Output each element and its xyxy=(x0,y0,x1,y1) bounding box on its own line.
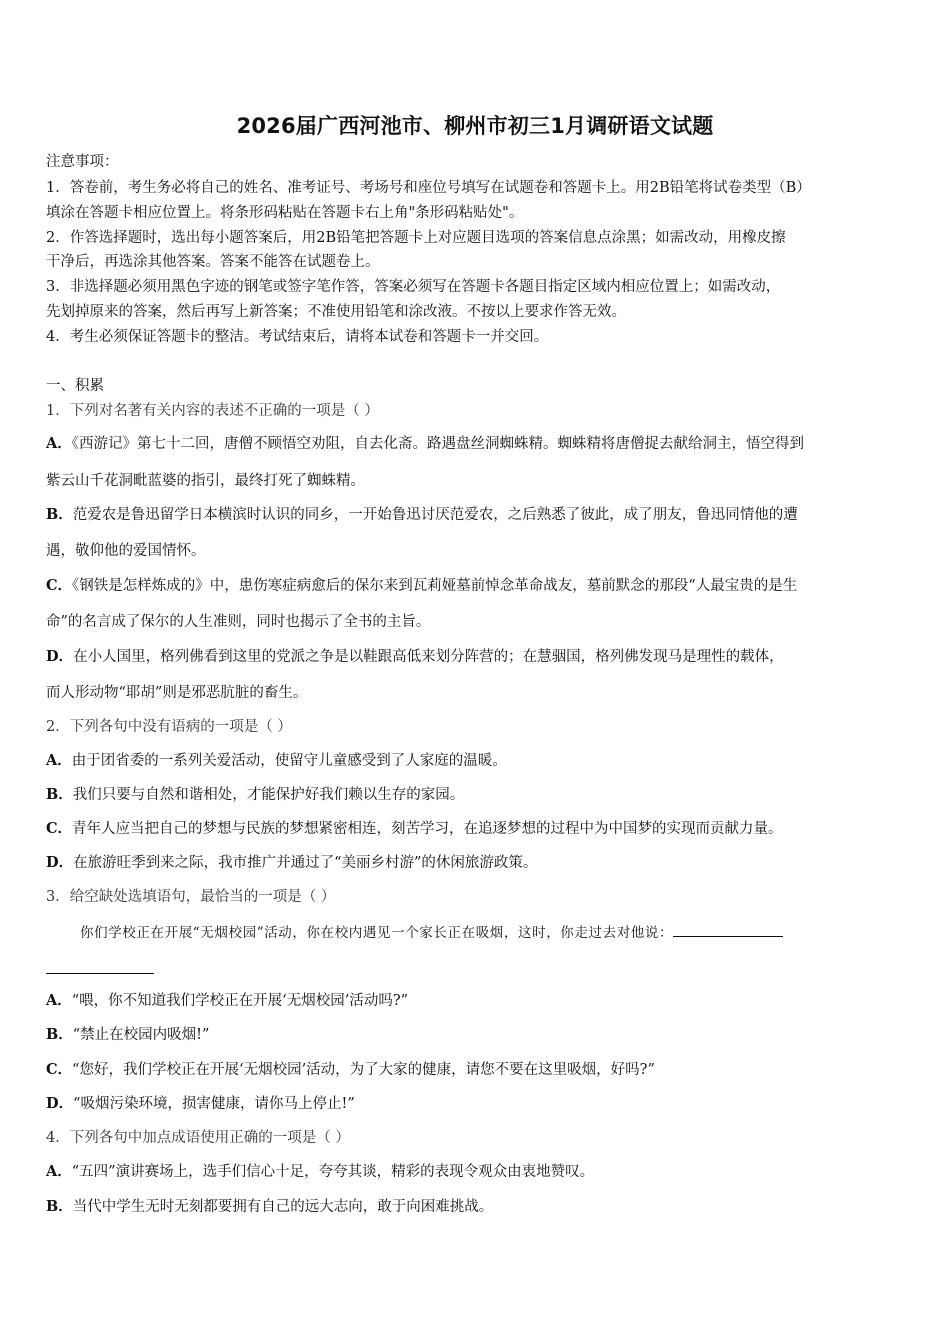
option-c: C．“您好，我们学校正在开展‘无烟校园’活动，为了大家的健康，请您不要在这里吸烟，好吗?” xyxy=(46,1061,655,1078)
notice-line: 4．考生必须保证答题卡的整洁。考试结束后，请将本试卷和答题卡一并交回。 xyxy=(46,329,549,345)
option-letter: B． xyxy=(46,506,73,523)
option-letter: C． xyxy=(46,577,73,594)
question-3-stem: 3．给空缺处选填语句，最恰当的一项是（ ） xyxy=(46,889,336,905)
option-d: D．在旅游旺季到来之际，我市推广并通过了“美丽乡村游”的休闲旅游政策。 xyxy=(46,854,538,871)
option-c-cont: 命”的名言成了保尔的人生准则，同时也揭示了全书的主旨。 xyxy=(46,614,431,630)
option-b-cont: 遇，敬仰他的爱国情怀。 xyxy=(46,543,206,559)
notice-line: 2．作答选择题时，选出每小题答案后，用2B铅笔把答题卡上对应题目选项的答案信息点涂黑；如需改动，用橡皮擦 xyxy=(46,230,786,246)
option-b: B．我们只要与自然和谐相处，才能保护好我们赖以生存的家园。 xyxy=(46,786,465,803)
option-a: A．《西游记》第七十二回，唐僧不顾悟空劝阻，自去化斋。路遇盘丝洞蜘蛛精。蜘蛛精将唐僧捉去献给洞主，悟空得到 xyxy=(46,435,805,452)
option-letter: A． xyxy=(46,752,72,769)
option-letter: D． xyxy=(46,648,74,665)
notice-line: 1．答卷前，考生务必将自己的姓名、准考证号、考场号和座位号填写在试题卷和答题卡上。用2B铅笔将试卷类型（B） xyxy=(46,180,811,196)
option-letter: B． xyxy=(46,1026,73,1043)
option-letter: A． xyxy=(46,992,72,1009)
answer-blank xyxy=(673,922,783,937)
option-letter: C． xyxy=(46,820,73,837)
option-letter: B． xyxy=(46,786,73,803)
option-d: D．“吸烟污染环境，损害健康，请你马上停止!” xyxy=(46,1095,355,1112)
answer-blank-cont xyxy=(46,973,154,974)
notice-line: 干净后，再选涂其他答案。答案不能答在试题卷上。 xyxy=(46,254,380,270)
option-letter: C． xyxy=(46,1061,73,1078)
question-1-stem: 1．下列对名著有关内容的表述不正确的一项是（ ） xyxy=(46,403,379,419)
notice-line: 填涂在答题卡相应位置上。将条形码粘贴在答题卡右上角"条形码粘贴处"。 xyxy=(46,205,524,221)
question-3-context xyxy=(80,922,783,943)
question-4-stem: 4．下列各句中加点成语使用正确的一项是（ ） xyxy=(46,1130,350,1146)
option-letter: A． xyxy=(46,1163,72,1180)
option-letter: D． xyxy=(46,1095,74,1112)
option-a: A．“五四”演讲赛场上，选手们信心十足，夸夸其谈，精彩的表现令观众由衷地赞叹。 xyxy=(46,1163,595,1180)
notice-heading: 注意事项： xyxy=(46,154,119,170)
option-a: A．“喂，你不知道我们学校正在开展‘无烟校园’活动吗?” xyxy=(46,992,409,1009)
context-text: 你们学校正在开展“无烟校园”活动，你在校内遇见一个家长正在吸烟，这时，你走过去对他说： xyxy=(80,925,674,941)
question-2-stem: 2．下列各句中没有语病的一项是（ ） xyxy=(46,719,292,735)
option-b: B．“禁止在校园内吸烟!” xyxy=(46,1026,210,1043)
option-c: C．青年人应当把自己的梦想与民族的梦想紧密相连，刻苦学习，在追逐梦想的过程中为中国梦的实现而贡献力量。 xyxy=(46,820,783,837)
option-letter: A． xyxy=(46,435,72,452)
option-letter: B． xyxy=(46,1198,73,1215)
option-d-cont: 而人形动物“耶胡”则是邪恶肮脏的畜生。 xyxy=(46,685,308,701)
option-a: A．由于团省委的一系列关爱活动，使留守儿童感受到了人家庭的温暖。 xyxy=(46,752,507,769)
option-d: D．在小人国里，格列佛看到这里的党派之争是以鞋跟高低来划分阵营的；在慧骃国，格列佛发现马是理性的载体， xyxy=(46,648,784,665)
page-title: 2026届广西河池市、柳州市初三1月调研语文试题 xyxy=(236,114,714,138)
section-heading: 一、积累 xyxy=(46,378,104,394)
notice-line: 3．非选择题必须用黑色字迹的钢笔或签字笔作答，答案必须写在答题卡各题目指定区域内相应位置上；如需改动， xyxy=(46,279,781,295)
option-c: C．《钢铁是怎样炼成的》中，患伤寒症病愈后的保尔来到瓦莉娅墓前悼念革命战友，墓前默念的那段“人最宝贵的是生 xyxy=(46,577,798,594)
option-a-cont: 紫云山千花洞毗蓝婆的指引，最终打死了蜘蛛精。 xyxy=(46,473,365,489)
option-letter: D． xyxy=(46,854,74,871)
option-b: B．范爱农是鲁迅留学日本横滨时认识的同乡，一开始鲁迅讨厌范爱农，之后熟悉了彼此，成了朋友，鲁迅同情他的遭 xyxy=(46,506,798,523)
notice-line: 先划掉原来的答案，然后再写上新答案；不准使用铅笔和涂改液。不按以上要求作答无效。 xyxy=(46,304,626,320)
option-b: B．当代中学生无时无刻都要拥有自己的远大志向，敢于向困难挑战。 xyxy=(46,1198,494,1215)
